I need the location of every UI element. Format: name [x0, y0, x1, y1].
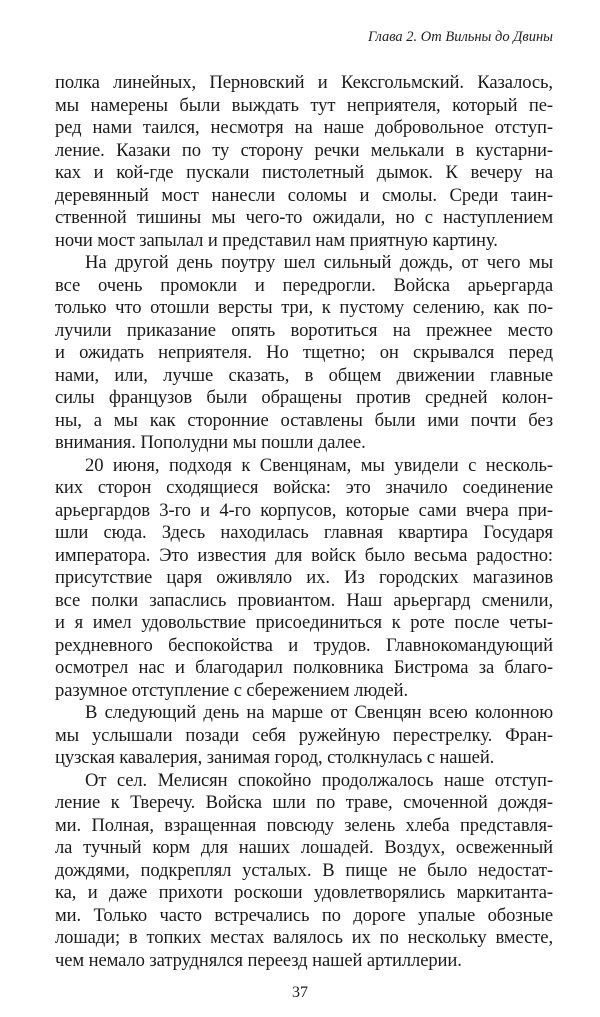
- text-line: мы намерены были выждать тут неприятеля, который пе-: [55, 94, 553, 116]
- text-line: ны, а мы как сторонние оставлены были ими почти без: [55, 409, 553, 431]
- running-header: Глава 2. От Вильны до Двины: [367, 29, 553, 45]
- text-line: силы французов были обращены против средней колон-: [55, 387, 553, 408]
- paragraph: [55, 702, 553, 770]
- text-line: полка линейных, Перновский и Кексгольмский. Казалось,: [55, 72, 553, 93]
- text-line: внимания. Пополудни мы пошли далее.: [55, 432, 366, 453]
- paragraph: [55, 770, 553, 973]
- text-line: ред нами таился, несмотря на наше добровольное отступ-: [55, 117, 553, 138]
- text-line: и я имел удовольствие присоединиться к роте после четы-: [55, 612, 553, 633]
- text-line: рехдневного беспокойства и трудов. Главнокомандующий: [55, 634, 553, 656]
- text-line: ми. Полная, взращенная повсюду зелень хлеба представля-: [55, 814, 553, 836]
- text-line: осмотрел нас и благодарил полковника Бистрома за благо-: [55, 657, 553, 678]
- text-line: ла тучный корм для наших лошадей. Воздух, освеженный: [55, 837, 553, 858]
- text-line: шли сюда. Здесь находилась главная квартира Государя: [55, 522, 553, 543]
- text-line: арьергардов 3-го и 4-го корпусов, которые сами вчера при-: [55, 499, 553, 521]
- text-line: ление к Тверечу. Войска шли по траве, смоченной дождя-: [55, 792, 553, 813]
- text-line: присутствие царя оживляло их. Из городских магазинов: [55, 567, 553, 588]
- text-line: ких сторон сходящиеся войска: это значило соединение: [55, 477, 553, 498]
- paragraph: [55, 455, 553, 703]
- text-line: лучили приказание опять воротиться на прежнее место: [55, 319, 553, 341]
- text-line: чем немало затруднялся переезд нашей артиллерии.: [55, 949, 462, 971]
- text-line: деревянный мост нанесли соломы и смолы. Среди таин-: [55, 184, 553, 206]
- text-line: цузская кавалерия, занимая город, столкнулась с нашей.: [55, 747, 495, 768]
- text-line: нами, или, лучше сказать, в общем движении главные: [55, 364, 553, 386]
- paragraph: [55, 252, 553, 455]
- text-line: императора. Это известия для войск было весьма радостно:: [55, 544, 553, 566]
- text-line: От сел. Мелисян спокойно продолжалось наше отступ-: [85, 769, 553, 791]
- text-line: ка, и даже прихоти роскоши удовлетворялись маркитанта-: [55, 882, 553, 903]
- paragraph: [55, 72, 553, 252]
- text-line: ление. Казаки по ту сторону речки мелькали в кустарни-: [55, 139, 553, 161]
- text-line: и ожидать неприятеля. Но тщетно; он скрывался перед: [55, 342, 553, 363]
- text-line: разумное отступление с сбережением людей.: [55, 679, 409, 701]
- text-line: дождями, подкреплял усталых. В пище не было недостат-: [55, 859, 553, 881]
- text-line: все очень промокли и передрогли. Войска арьергарда: [55, 274, 553, 296]
- text-line: ственной тишины мы чего-то ожидали, но с наступлением: [55, 207, 553, 228]
- text-line: 20 июня, подходя к Свенцянам, мы увидели с несколь-: [85, 454, 553, 476]
- text-line: ночи мост запылал и представил нам приятную картину.: [55, 229, 498, 251]
- text-line: В следующий день на марше от Свенцян всею колонною: [85, 702, 553, 723]
- text-line: ках и кой-где пускали пистолетный дымок. К вечеру на: [55, 162, 553, 183]
- page-number: 37: [292, 984, 308, 1001]
- text-line: лошади; в топких местах валялось их по нескольку вместе,: [55, 927, 553, 948]
- text-line: все полки запаслись провиантом. Наш арьергард сменили,: [55, 589, 553, 611]
- text-line: мы услышали позади себя ружейную перестрелку. Фран-: [55, 724, 553, 746]
- text-line: ми. Только часто встречались по дороге упалые обозные: [55, 904, 553, 926]
- text-line: только что отошли версты три, к пустому селению, как по-: [55, 297, 553, 318]
- text-line: На другой день поутру шел сильный дождь, от чего мы: [85, 252, 553, 273]
- body-text: [55, 72, 553, 972]
